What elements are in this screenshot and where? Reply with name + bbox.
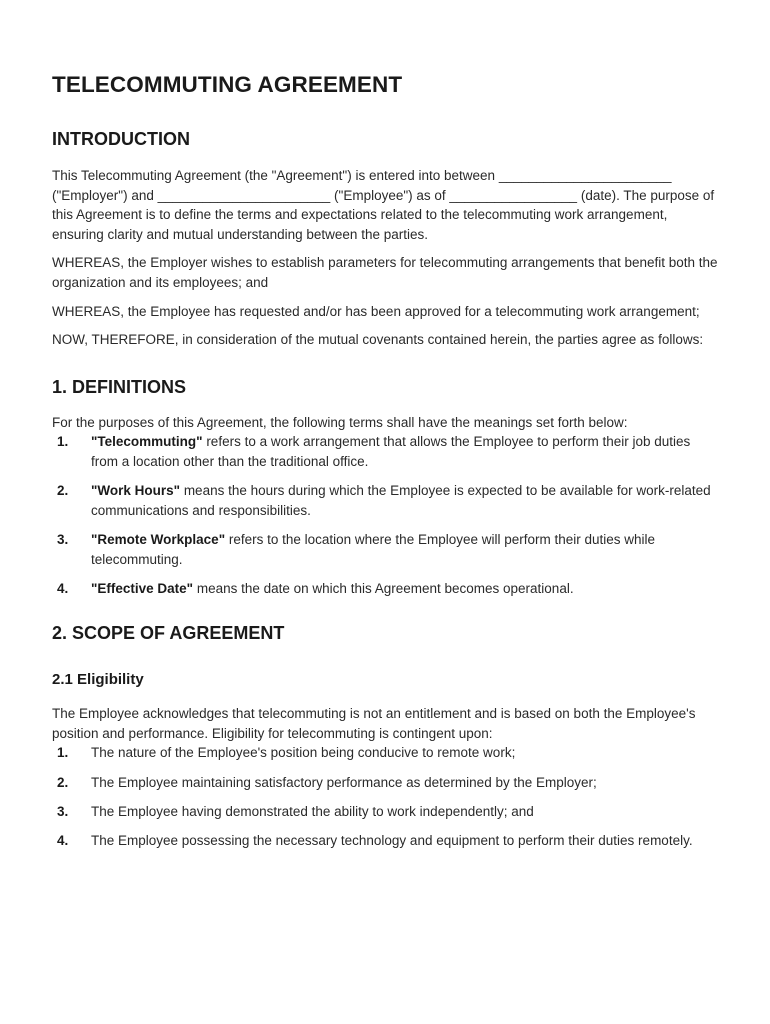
list-item-text: The Employee having demonstrated the ability to work independently; and — [91, 803, 534, 819]
eligibility-heading: 2.1 Eligibility — [52, 671, 144, 689]
definition-term: "Remote Workplace" — [91, 531, 226, 547]
list-item — [52, 831, 718, 851]
list-number: 3. — [57, 803, 69, 819]
definitions-heading: 1. DEFINITIONS — [52, 376, 187, 397]
list-item — [52, 773, 718, 793]
list-item — [52, 743, 718, 763]
list-item — [52, 530, 718, 569]
definition-text: means the date on which this Agreement becomes operational. — [193, 580, 574, 596]
list-item — [52, 481, 718, 520]
list-item — [52, 432, 718, 471]
list-number: 2. — [57, 774, 69, 790]
eligibility-paragraph: The Employee acknowledges that telecommuting is not an entitlement and is based on both the Employee's position and performance. Eligibility for telecommuting is contingent upon: — [52, 706, 696, 741]
eligibility-list — [52, 743, 718, 850]
definition-term: "Telecommuting" — [91, 434, 203, 450]
scope-heading: 2. SCOPE OF AGREEMENT — [52, 623, 285, 644]
list-number: 3. — [57, 531, 69, 547]
whereas-employer-paragraph: WHEREAS, the Employer wishes to establish parameters for telecommuting arrangements that benefit both the organization and its employees; and — [52, 255, 718, 290]
whereas-employee-paragraph: WHEREAS, the Employee has requested and/or has been approved for a telecommuting work arrangement; — [52, 303, 700, 319]
definitions-lead: For the purposes of this Agreement, the following terms shall have the meanings set forth below: — [52, 414, 628, 430]
definition-term: "Effective Date" — [91, 580, 194, 596]
list-number: 2. — [57, 483, 69, 499]
list-item-text: The Employee maintaining satisfactory performance as determined by the Employer; — [91, 774, 597, 790]
introduction-paragraph: This Telecommuting Agreement (the "Agreement") is entered into between _______________________ ("Employer") and _______________________ ("Employee") as of _________________ (date). The purpose of this Agreement is to define the terms and expectations related to the telecommuting work arrangement, ensuring clarity and mutual understanding between the parties. — [52, 168, 715, 242]
list-item-text: The nature of the Employee's position being conducive to remote work; — [91, 745, 516, 761]
document-title: TELECOMMUTING AGREEMENT — [52, 72, 403, 97]
list-number: 1. — [57, 434, 69, 450]
definition-text: refers to the location where the Employee will perform their duties while telecommuting. — [91, 531, 656, 567]
definitions-list — [52, 432, 718, 598]
list-number: 4. — [57, 833, 69, 849]
definition-text: means the hours during which the Employee is expected to be available for work-related communications and responsibilities. — [91, 483, 711, 518]
list-number: 4. — [57, 580, 69, 596]
introduction-heading: INTRODUCTION — [52, 129, 190, 149]
list-item — [52, 802, 718, 822]
now-therefore-paragraph: NOW, THEREFORE, in consideration of the mutual covenants contained herein, the parties agree as follows: — [52, 332, 704, 348]
list-number: 1. — [57, 745, 69, 761]
definition-text: refers to a work arrangement that allows the Employee to perform their job duties from a location other than the traditional office. — [91, 434, 691, 469]
definition-term: "Work Hours" — [91, 483, 181, 499]
list-item — [52, 579, 718, 599]
list-item-text: The Employee possessing the necessary technology and equipment to perform their duties remotely. — [91, 833, 693, 849]
